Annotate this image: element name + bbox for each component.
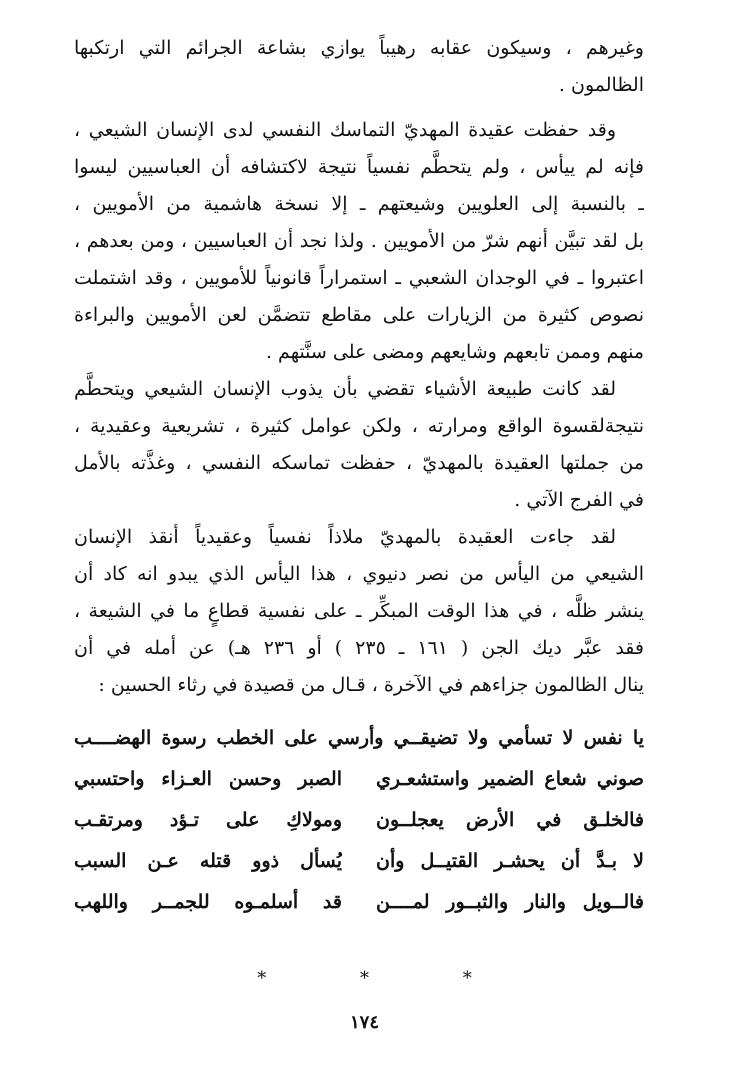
paragraph-4 bbox=[74, 519, 644, 704]
text-line: الظالمون . bbox=[558, 74, 644, 96]
text-line: ـ بالنسبة إلى العلويين وشيعتهم ـ إلا نسخة هاشمية من الأمويين ، bbox=[74, 193, 644, 215]
poem-hemistich-second: ومولاكِ على تـؤد ومرتقـب bbox=[74, 809, 342, 831]
text-line: بل لقد تبيَّن أنهم شرّ من الأمويين . ولذا نجد أن العباسيين ، ومن بعدهم ، bbox=[74, 230, 644, 252]
text-line: فقد عبَّر ديك الجن ( ١٦١ ـ ٢٣٥ ) أو ٢٣٦ هـ) عن أمله في أن bbox=[74, 637, 644, 659]
text-line: وقد حفظت عقيدة المهديّ التماسك النفسي لدى الإنسان الشيعي ، bbox=[74, 119, 616, 141]
text-line: منهم وممن تابعهم وشايعهم ومضى على سنَّتهم . bbox=[265, 341, 644, 363]
paragraph-1 bbox=[74, 30, 644, 104]
text-line: لقد جاءت العقيدة بالمهديّ ملاذاً نفسياً وعقيدياً أنقذ الإنسان bbox=[74, 526, 616, 548]
poem-verse bbox=[74, 718, 644, 759]
section-divider: * * * bbox=[257, 968, 516, 989]
text-line: في الفرج الآتي . bbox=[514, 489, 644, 511]
text-line: الشيعي من اليأس من نصر دنيوي ، هذا اليأس الذي يبدو انه كاد أن bbox=[74, 563, 644, 585]
poem-verse bbox=[74, 759, 644, 800]
paragraph-2 bbox=[74, 112, 644, 371]
text-line: من جملتها العقيدة بالمهديّ ، حفظت تماسكه النفسي ، وغذَّته بالأمل bbox=[74, 452, 644, 474]
text-line: اعتبروا ـ في الوجدان الشعبي ـ استمراراً قانونياً للأمويين ، وقد اشتملت bbox=[74, 267, 644, 289]
poem-hemistich-second: قد أسلمـوه للجمــر واللهب bbox=[74, 891, 342, 913]
poem-hemistich-first: صوني شعاع الضمير واستشعـري bbox=[376, 768, 644, 790]
poem-full-line: يا نفس لا تسأمي ولا تضيقــي وأرسي على الخطب رسوة الهضــــب bbox=[74, 727, 644, 749]
page-number: ١٧٤ bbox=[349, 1012, 379, 1033]
poem-hemistich-first: فالــويل والنار والثبــور لمــــن bbox=[376, 891, 644, 913]
text-line: لقد كانت طبيعة الأشياء تقضي بأن يذوب الإنسان الشيعي ويتحطَّم bbox=[74, 378, 616, 400]
poem-hemistich-first: فالخلـق في الأرض يعجلــون bbox=[376, 809, 644, 831]
poem-verse bbox=[74, 800, 644, 841]
paragraph-3 bbox=[74, 371, 644, 519]
poem-verse bbox=[74, 841, 644, 882]
text-line: ينشر ظلَّه ، في هذا الوقت المبكِّر ـ على نفسية قطاعٍ ما في الشيعة ، bbox=[74, 600, 644, 622]
poem-hemistich-second: يُسأل ذوو قتله عـن السبب bbox=[74, 850, 342, 872]
text-line: فإنه لم ييأس ، ولم يتحطَّم نفسياً نتيجة لاكتشافه أن العباسيين ليسوا bbox=[74, 156, 644, 178]
poem-verse bbox=[74, 882, 644, 923]
text-line: نتيجةلقسوة الواقع ومرارته ، ولكن عوامل كثيرة ، تشريعية وعقيدية ، bbox=[74, 415, 644, 437]
text-line: نصوص كثيرة من الزيارات على مقاطع تتضمَّن لعن الأمويين والبراءة bbox=[74, 304, 644, 326]
poem bbox=[74, 718, 644, 923]
text-line: وغيرهم ، وسيكون عقابه رهيباً يوازي بشاعة الجرائم التي ارتكبها bbox=[74, 37, 644, 59]
poem-hemistich-second: الصبر وحسن العـزاء واحتسبي bbox=[74, 768, 342, 790]
text-line: ينال الظالمون جزاءهم في الآخرة ، قـال من قصيدة في رثاء الحسين : bbox=[98, 674, 644, 696]
poem-hemistich-first: لا بـدَّ أن يحشـر القتيــل وأن bbox=[376, 850, 644, 872]
page-body bbox=[74, 30, 644, 923]
